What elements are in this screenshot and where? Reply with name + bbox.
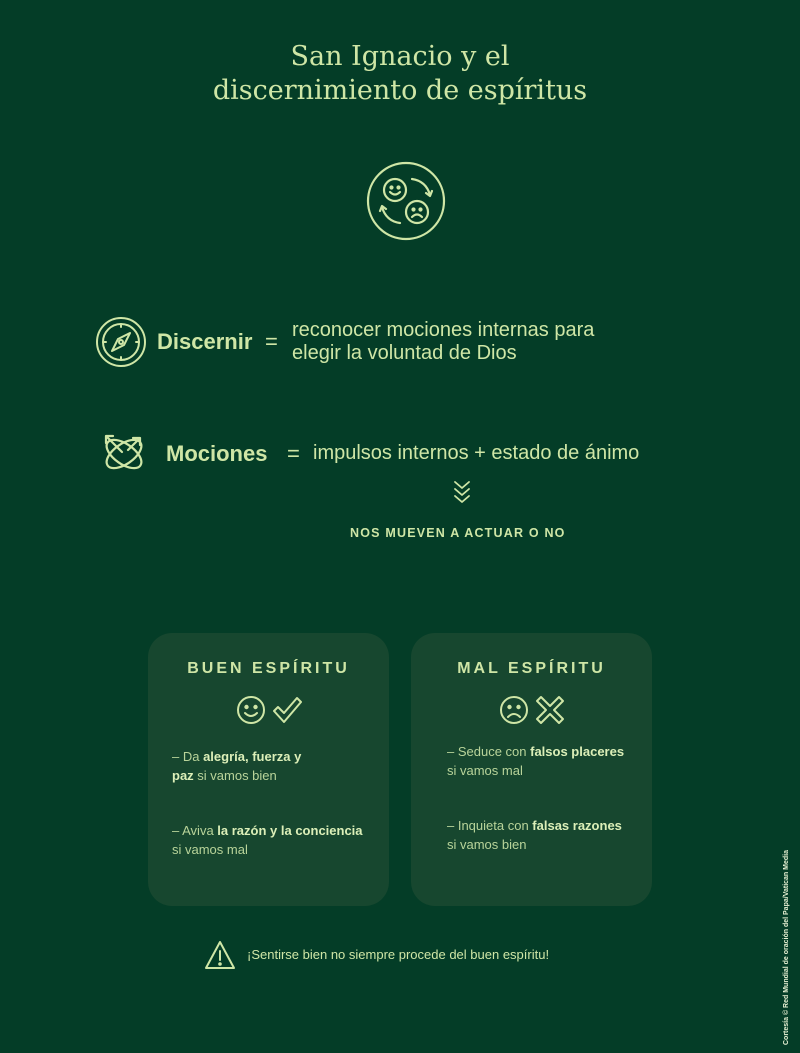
- mal-espiritu-icons: [411, 695, 652, 725]
- item-prefix: – Da: [172, 749, 204, 764]
- item-bold: la razón y la conciencia: [217, 823, 363, 838]
- image-credit: Cortesía © Red Mundial de oración del Papa/Vatican Media: [783, 850, 790, 1045]
- item-prefix: – Seduce con: [447, 744, 531, 759]
- item-suffix: si vamos mal: [447, 763, 523, 778]
- action-caption: NOS MUEVEN A ACTUAR O NO: [350, 526, 566, 540]
- mal-espiritu-card: [411, 633, 652, 906]
- checkmark-icon: [272, 695, 302, 725]
- discernir-definition-line-2: elegir la voluntad de Dios: [292, 342, 517, 364]
- discernir-term: Discernir: [157, 329, 253, 354]
- frown-icon: [499, 695, 529, 725]
- buen-espiritu-item-1: [172, 747, 377, 785]
- smiley-frown-cycle-icon: [366, 161, 446, 241]
- discernir-definition: [292, 319, 594, 365]
- buen-espiritu-card: [148, 633, 389, 906]
- title-line-1: San Ignacio y el: [290, 41, 510, 72]
- warning-text: ¡Sentirse bien no siempre procede del buen espíritu!: [247, 947, 550, 962]
- mociones-equals: =: [287, 441, 300, 466]
- discernir-equals: =: [265, 329, 278, 354]
- discernir-definition-line-1: reconocer mociones internas para: [292, 319, 595, 341]
- item-bold: falsos placeres: [530, 744, 625, 759]
- mociones-definition: impulsos internos + estado de ánimo: [313, 442, 640, 464]
- mal-espiritu-item-2: [447, 816, 652, 854]
- smiley-icon: [236, 695, 266, 725]
- buen-espiritu-title: BUEN ESPÍRITU: [187, 660, 350, 677]
- item-suffix: si vamos bien: [193, 768, 277, 783]
- item-suffix: si vamos mal: [172, 842, 248, 857]
- warning-triangle-icon: [204, 940, 236, 970]
- compass-icon: [95, 316, 147, 368]
- title-line-2: discernimiento de espíritus: [212, 75, 588, 106]
- mal-espiritu-title: MAL ESPÍRITU: [457, 660, 606, 677]
- item-bold-2: paz: [172, 768, 194, 783]
- item-prefix: – Aviva: [172, 823, 218, 838]
- page-title: [0, 40, 800, 108]
- mal-espiritu-item-1: [447, 742, 652, 780]
- buen-espiritu-icons: [148, 695, 389, 725]
- item-suffix: si vamos bien: [447, 837, 527, 852]
- item-bold: alegría, fuerza y: [203, 749, 302, 764]
- item-bold: falsas razones: [532, 818, 622, 833]
- item-prefix: – Inquieta con: [447, 818, 533, 833]
- orbit-arrows-icon: [100, 428, 148, 476]
- triple-chevron-down-icon: [451, 479, 473, 505]
- buen-espiritu-item-2: [172, 821, 377, 859]
- mociones-term: Mociones: [166, 441, 268, 466]
- cross-icon: [535, 695, 565, 725]
